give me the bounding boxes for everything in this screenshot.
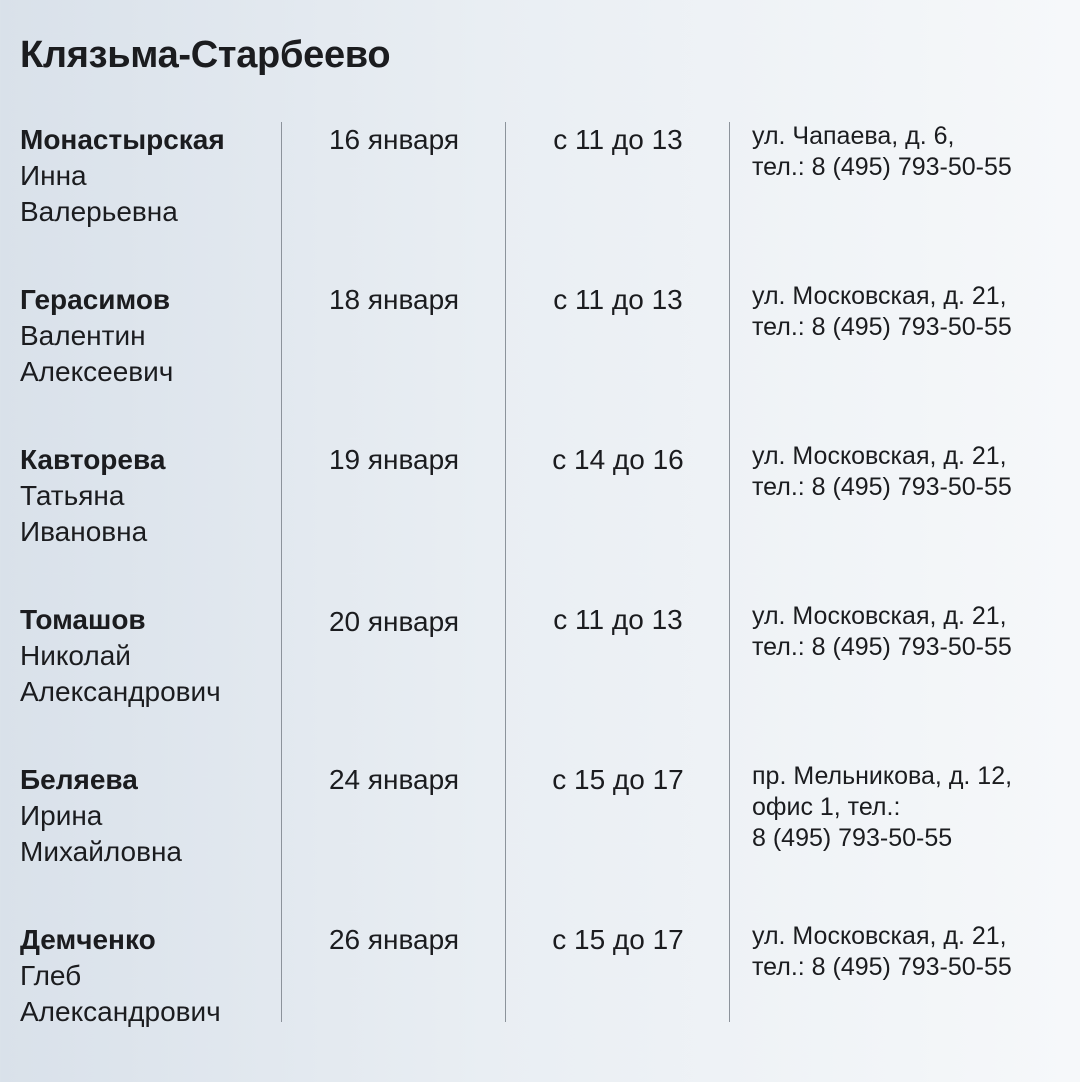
schedule-row: [0, 282, 1080, 442]
person-name: [20, 442, 165, 550]
reception-date: 26 января: [328, 924, 460, 955]
person-surname: Герасимов: [20, 284, 171, 315]
person-first-name: Ирина: [20, 800, 103, 831]
person-surname: Демченко: [20, 924, 156, 955]
person-patronymic: Александрович: [20, 996, 221, 1027]
person-patronymic: Алексеевич: [20, 356, 174, 387]
person-surname: Томашов: [20, 604, 146, 635]
page-title: Клязьма-Старбеево: [20, 34, 391, 76]
schedule-row: [0, 442, 1080, 602]
person-patronymic: Валерьевна: [20, 196, 178, 227]
person-first-name: Инна: [20, 160, 87, 191]
schedule-row: [0, 602, 1080, 762]
person-name: [20, 122, 225, 230]
reception-time: с 14 до 16: [552, 444, 684, 475]
person-patronymic: Михайловна: [20, 836, 182, 867]
person-name: [20, 602, 221, 710]
reception-address: пр. Мельникова, д. 12, офис 1, тел.: 8 (495) 793-50-55: [752, 762, 1013, 852]
schedule-row: [0, 922, 1080, 1082]
person-name: [20, 282, 173, 390]
person-first-name: Валентин: [20, 320, 146, 351]
person-name: [20, 922, 221, 1030]
schedule-row: [0, 122, 1080, 282]
reception-address: ул. Московская, д. 21, тел.: 8 (495) 793-50-55: [752, 282, 1012, 341]
person-patronymic: Ивановна: [20, 516, 148, 547]
reception-address: ул. Чапаева, д. 6, тел.: 8 (495) 793-50-55: [752, 122, 1012, 181]
person-first-name: Николай: [20, 640, 131, 671]
person-name: [20, 762, 182, 870]
reception-date: 18 января: [328, 284, 460, 315]
reception-address: ул. Московская, д. 21, тел.: 8 (495) 793-50-55: [752, 442, 1012, 501]
reception-date: 16 января: [328, 124, 460, 155]
schedule-row: [0, 762, 1080, 922]
reception-date: 24 января: [328, 764, 460, 795]
person-surname: Монастырская: [20, 124, 225, 155]
reception-time: с 15 до 17: [552, 924, 684, 955]
reception-time: с 11 до 13: [553, 124, 683, 155]
reception-address: ул. Московская, д. 21, тел.: 8 (495) 793-50-55: [752, 922, 1012, 981]
reception-time: с 15 до 17: [552, 764, 684, 795]
reception-time: с 11 до 13: [553, 284, 683, 315]
person-patronymic: Александрович: [20, 676, 221, 707]
reception-date: 19 января: [328, 444, 460, 475]
reception-date: 20 января: [328, 606, 460, 637]
person-surname: Кавторева: [20, 444, 166, 475]
person-first-name: Татьяна: [20, 480, 125, 511]
person-surname: Беляева: [20, 764, 138, 795]
reception-time: с 11 до 13: [553, 604, 683, 635]
person-first-name: Глеб: [20, 960, 82, 991]
reception-address: ул. Московская, д. 21, тел.: 8 (495) 793-50-55: [752, 602, 1012, 661]
